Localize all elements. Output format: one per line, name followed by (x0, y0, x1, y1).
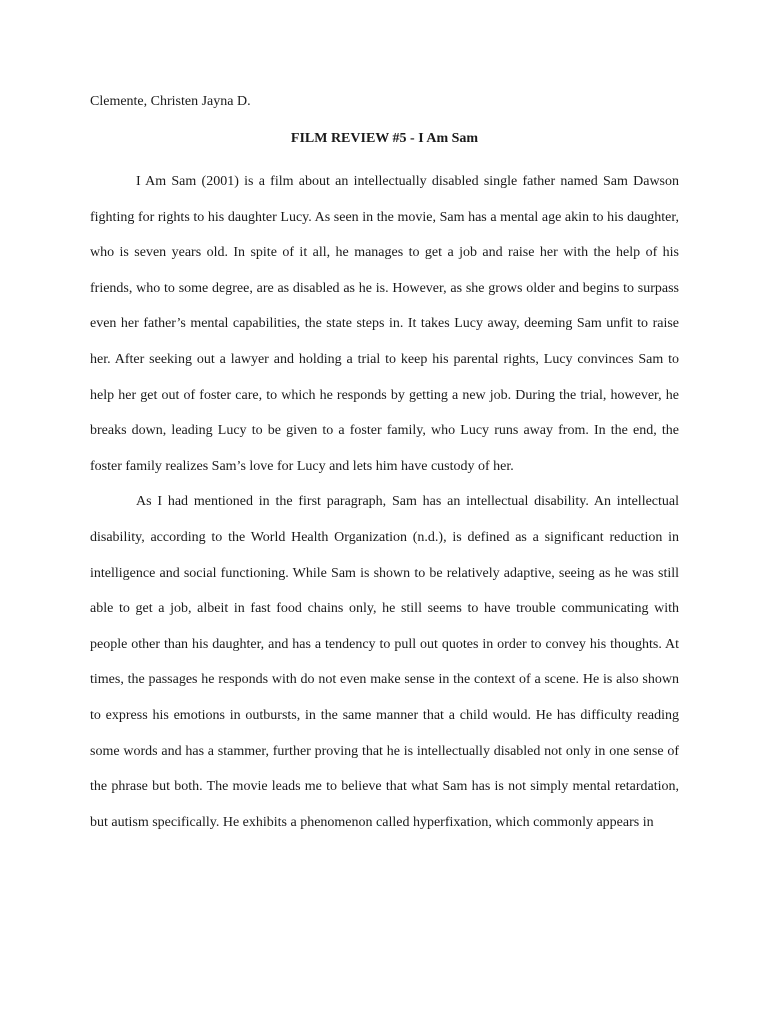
document-title: FILM REVIEW #5 - I Am Sam (290, 131, 479, 146)
paragraph-1: I Am Sam (2001) is a film about an intellectually disabled single father named Sam Dawson fighting for rights to his daughter Lucy. As seen in the movie, Sam has a mental age akin to his daughter, who is seven years old. In spite of it all, he manages to get a job and raise her with the help of his friends, who to some degree, are as disabled as he is. However, as she grows older and begins to surpass even her father’s mental capabilities, the state steps in. It takes Lucy away, deeming Sam unfit to raise her. After seeking out a lawyer and holding a trial to keep his parental rights, Lucy convinces Sam to help her get out of foster care, to which he responds by getting a new job. During the trial, however, he breaks down, leading Lucy to be given to a foster family, who Lucy runs away from. In the end, the foster family realizes Sam’s love for Lucy and lets him have custody of her. (90, 174, 679, 474)
author-name: Clemente, Christen Jayna D. (90, 94, 251, 109)
document-page (90, 92, 679, 840)
paragraph-2: As I had mentioned in the first paragraph, Sam has an intellectual disability. An intellectual disability, according to the World Health Organization (n.d.), is defined as a significant reduction in intelligence and social functioning. While Sam is shown to be relatively adaptive, seeing as he was still able to get a job, albeit in fast food chains only, he still seems to have trouble communicating with people other than his daughter, and has a tendency to pull out quotes in order to convey his thoughts. At times, the passages he responds with do not even make sense in the context of a scene. He is also shown to express his emotions in outbursts, in the same manner that a child would. He has difficulty reading some words and has a stammer, further proving that he is intellectually disabled not only in one sense of the phrase but both. The movie leads me to believe that what Sam has is not simply mental retardation, but autism specifically. He exhibits a phenomenon called hyperfixation, which commonly appears in (90, 494, 679, 830)
